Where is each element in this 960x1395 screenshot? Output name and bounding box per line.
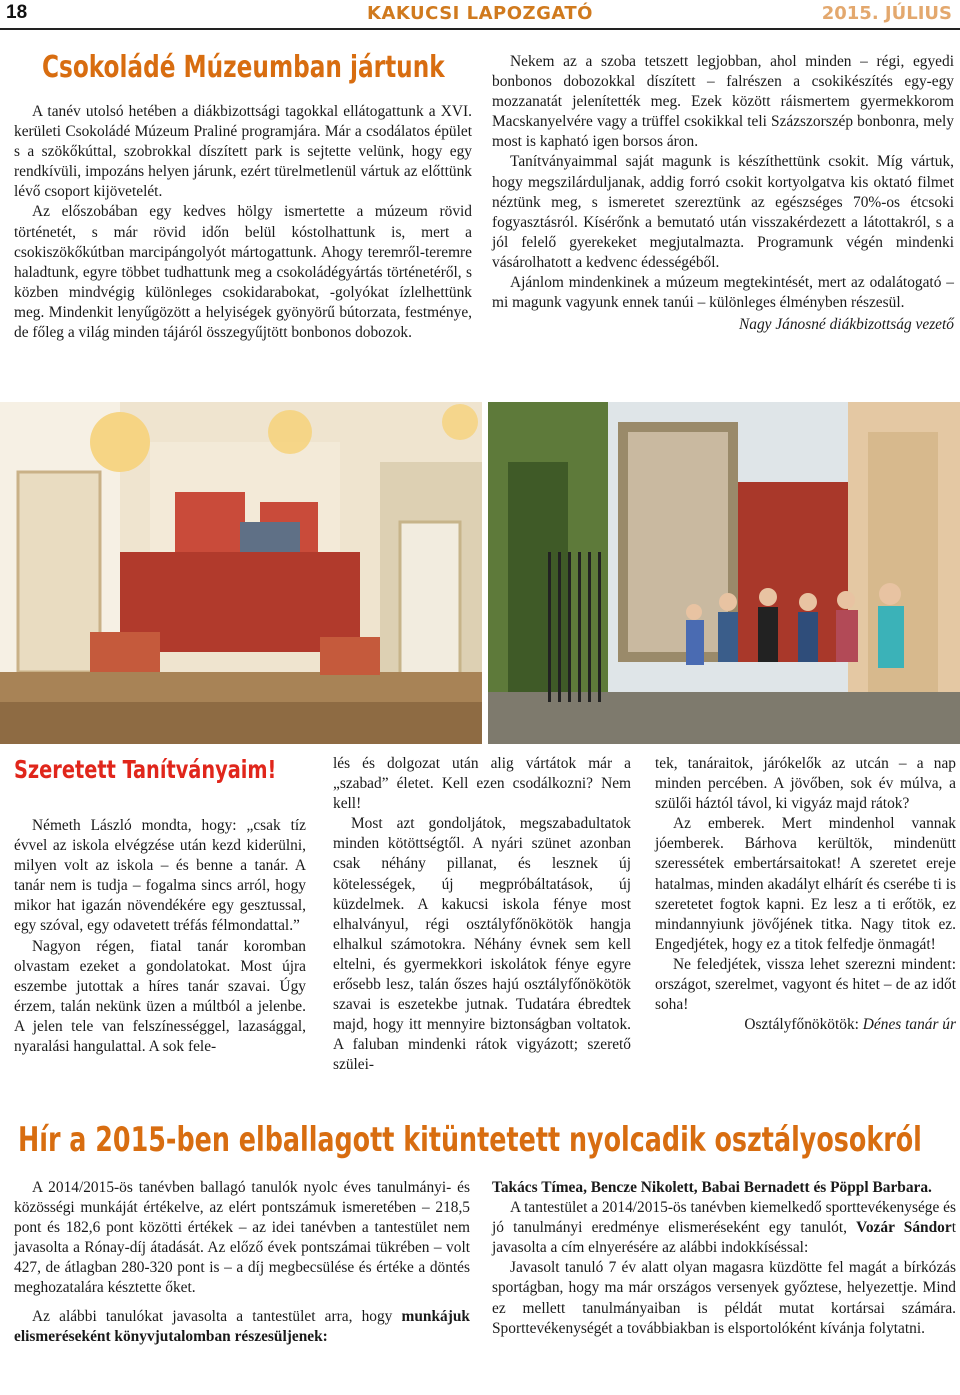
article3-paragraph-3: [492, 1198, 956, 1258]
article1-paragraph-1: A tanév utolsó hetében a diákbizottsági tagokkal ellátogattunk a XVI. kerületi Csokoládé Múzeum Praliné programjára. Már a csodálatos épület s a szökőkúttal, szobrokkal díszített park is sejtette velünk, hogy egy rendkívüli, impozáns helyen járunk, ezért türelmetlenül vártuk az előttünk lévő csoport kijövetelét.: [14, 103, 472, 201]
article2-column-2: [333, 754, 631, 1076]
article3-paragraph-4: Javasolt tanuló 7 év alatt olyan magasra küzdötte fel magát a bírkózás sportágban, hogy ma már országos versenyek győztese, helyezettje. Mind ez mellett tanulmányaiban is példát mutat kortársai számára. Sporttevékenységét a továbbiakban is elsportolóként kívánja folytatni.: [492, 1259, 956, 1337]
article2-paragraph-2: Nagyon régen, fiatal tanár koromban olvastam ezeket a gondolatokat. Most újra eszembe jutottak a híres tanár szavai. Úgy érzem, talán nekünk üzen a múltból a jelenbe. A jelen tele van felszínességgel, lazasággal, nyaralási hangulattal. A sok fele-: [14, 937, 306, 1056]
article2-paragraph-3: lés és dolgozat után alig vártátok már a „szabad” életet. Kell ezen csodálkozni? Nem kell!: [333, 755, 631, 813]
article2-column-3: [655, 754, 956, 1035]
article1-paragraph-5: Ajánlom mindenkinek a múzeum megtekintését, mert az odalátogató – mi magunk vagyunk ennek tanúi – különleges élményben részesül.: [492, 274, 954, 312]
article1-paragraph-4: Tanítványaimmal saját magunk is készíthettünk csokit. Míg vártuk, hogy megszilárduljanak, addig forró csokit kortyolgatva kis oktató filmet néztünk meg, s ismeretet szereztünk az egészséges 70%-os étcsoki fogyasztásról. Kísérőnk a bemutató után visszakérdezett a látottakról, s a jól felelő gyerekeket megjutalmazta. Programunk végén mindenki vásárolhatott a kedvenc édességéből.: [492, 153, 954, 271]
article3-paragraph-3-start: A tantestület a 2014/2015-ös tanévben kiemelkedő sporttevékenysége és jó tanulmányi eredménye elismeréseként egy tanulót,: [492, 1199, 956, 1237]
article2-signature-name: Dénes tanár úr: [862, 1016, 956, 1034]
article-title-chocolate-museum: Csokoládé Múzeumban jártunk: [42, 50, 445, 85]
article3-paragraph-2: [14, 1307, 470, 1347]
article1-left-column: [14, 102, 472, 343]
article2-paragraph-6: Az emberek. Mert mindenhol vannak jóemberek. Bárhova kerültök, mindenütt szeressétek embertársaitokat! A szeretet ereje hatalmas, minden akadályt elhárít és cserébe ti is szeretetet fogtok kapni. Ez lesz a ti erőtök, ez mindannyiunk jövőjének titka. Nagy titok ez. Engedjétek, hogy ez a titok felfedje önmagát!: [655, 815, 956, 953]
page-number: 18: [6, 2, 28, 23]
article2-paragraph-4: Most azt gondoljátok, megszabadultatok minden kötöttségtől. A nyári szünet azonban csak néhány pillanat, és lesznek új kötelességek, új megpróbáltatások, új küzdelmek. A kakucsi iskola fénye most elhalványul, régi osztályfőnökötök hangja elhalkul számotokra. Néhány évnek sem kell eltelni, és gyermekkori iskolátok fénye egyre erősebb lesz, talán őszes hajú osztályfőnökötök szavai is eszetekbe jutnak. Tudatára ébredtek majd, hogy itt mennyire biztonságban voltatok. A faluban mindenki rátok vigyázott; szerető szülei-: [333, 815, 631, 1074]
article1-paragraph-2: Az előszobában egy kedves hölgy ismertette a múzeum rövid történetét, s már rövid időn belül kóstolhattunk is, mert a csokiszökőkútban marcipángolyót mártogattunk. Ahogy teremről-teremre haladtunk, egyre többet tudhattunk meg a csokoládégyártás történetéről, s közben mindvégig különleges csokidarabokat, -golyókat ízlelhettünk meg. Mindenkit lenyűgözött a helyiségek gyönyörű bútorzata, festménye, de főleg a világ minden tájáról összegyűjtött bonbonos dobozok.: [14, 203, 472, 342]
article2-signature-role: Osztályfőnökötök:: [744, 1016, 863, 1034]
issue-date: 2015. JÚLIUS: [821, 3, 952, 24]
article1-signature: Nagy Jánosné diákbizottság vezető: [738, 316, 954, 334]
gate-photo-illustration: [488, 402, 960, 744]
article1-paragraph-3: Nekem az a szoba tetszett legjobban, ahol minden – régi, egyedi bonbonos dobozokkal díszített – falrészen a csokikészítés egy-egy mozzanatát jelenítették meg. Ezek között ráismertem gyermekkorom Macskanyelvére vagy a trüffel csokikkal teli Százszorszép bonbonra, mely most is kapható igen borsos áron.: [492, 53, 954, 151]
page-header: [0, 0, 960, 30]
group-photo: [488, 402, 960, 744]
article3-paragraph-3-end: t javasolta a cím elnyerésére az alábbi indokkíséssal:: [492, 1219, 956, 1257]
article-title-dear-students: Szeretett Tanítványaim!: [14, 755, 277, 784]
article3-paragraph-2-bold: munkájuk elismeréseként könyvjutalomban részesüljenek:: [14, 1307, 470, 1345]
salon-photo-illustration: [0, 402, 482, 744]
newspaper-name: KAKUCSI LAPOZGATÓ: [367, 3, 593, 24]
article2-column-1: [14, 816, 306, 1057]
article3-names: [492, 1178, 956, 1198]
article3-student-name: Vozár Sándor: [856, 1219, 952, 1237]
article2-paragraph-7: Ne feledjétek, vissza lehet szerezni mindent: országot, szerelmet, vagyont és hitet – de az időt soha!: [655, 955, 956, 1014]
article2-signature: [655, 1015, 956, 1035]
article3-right-column: [492, 1178, 956, 1339]
article2-paragraph-1: Németh László mondta, hogy: „csak tíz évvel az iskola elvégzése után kezd kiderülni, milyen volt az iskola – és benne a tanár. A tanár nem is tudja – fogalma sincs arról, hogy mikor hat igazán növendékére egy gesztussal, egy szóval, egy odavetett tréfás félmondattal.”: [14, 817, 306, 935]
article3-left-column: [14, 1178, 470, 1347]
salon-photo: [0, 402, 482, 744]
article3-names-bold: Takács Tímea, Bencze Nikolett, Babai Bernadett és Pöppl Barbara.: [492, 1179, 932, 1196]
article3-paragraph-1: A 2014/2015-ös tanévben ballagó tanulók nyolc éves tanulmányi- és közösségi munkáját értékelve, az elért pontszámuk ismeretében – 218,5 pont és 182,6 pont közötti értékek – az idei tanévben a tantestület nem javasolta a Rónay-díj átadását. Az előző évek pontszámai tükrében – volt 427, de átlagban 280-320 pont is – a díj megbecsülése és értéke a döntés meghozatalára késztette őket.: [14, 1179, 470, 1297]
article2-paragraph-5: tek, tanáraitok, járókelők az utcán – a nap minden percében. A jövőben, sok év múlva, a szülői háztól távol, ki vigyáz majd rátok?: [655, 755, 956, 813]
article1-right-column: [492, 52, 954, 335]
article-title-graduates: Hír a 2015-ben elballagott kitüntetett nyolcadik osztályosokról: [18, 1120, 922, 1160]
article3-paragraph-2-text: Az alábbi tanulókat javasolta a tantestület arra, hogy: [32, 1307, 402, 1325]
